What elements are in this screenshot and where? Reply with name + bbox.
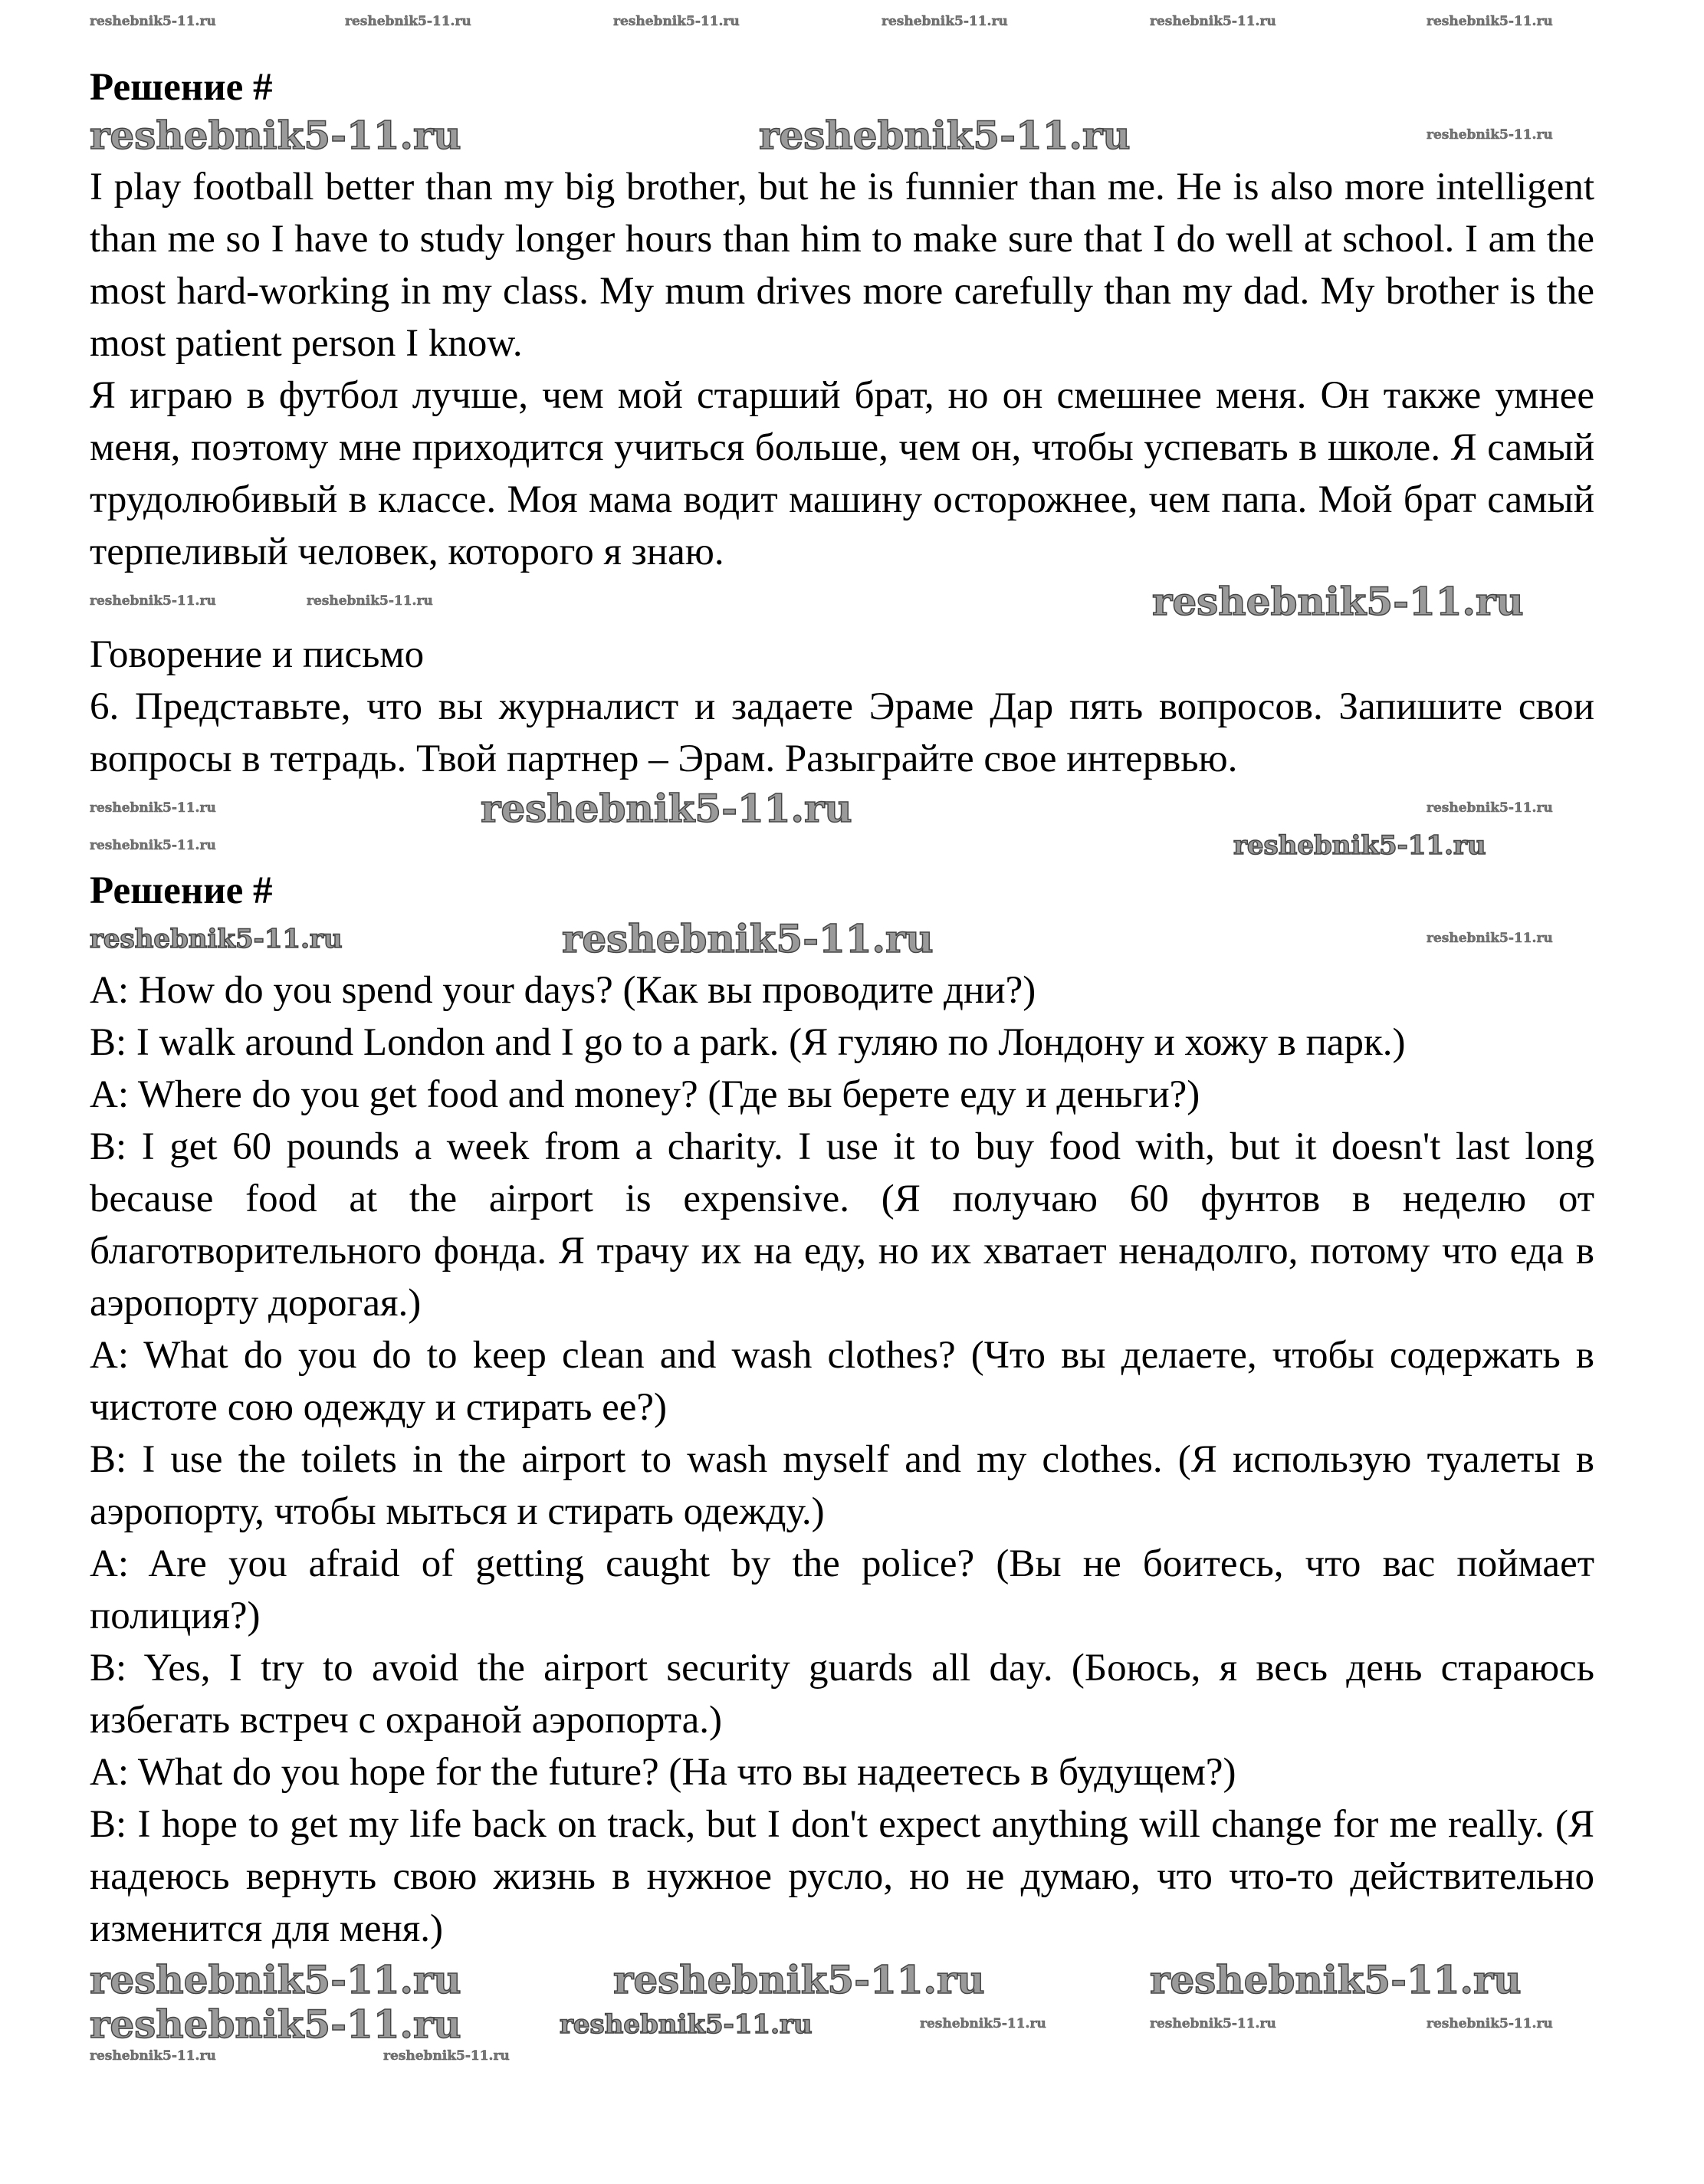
watermark: reshebnik5-11.ru <box>1150 2016 1276 2031</box>
dialogue <box>90 964 1594 1955</box>
watermark: reshebnik5-11.ru <box>90 1957 461 2002</box>
watermark: reshebnik5-11.ru <box>90 2048 216 2064</box>
watermark: reshebnik5-11.ru <box>560 2009 813 2040</box>
section1-heading: Решение # <box>90 66 273 109</box>
task-title: Говорение и письмо <box>90 633 425 676</box>
dialogue-line: B: I walk around London and I go to a park. (Я гуляю по Лондону и хожу в парк.) <box>90 1021 1406 1064</box>
watermark: reshebnik5-11.ru <box>345 14 471 29</box>
english-paragraph: I play football better than my big brother, but he is funnier than me. He is also more intelligent than me so I have to study longer hours than him to make sure that I do well at school. I am the most hard-working in my class. My mum drives more carefully than my dad. My brother is the most patient person I know. <box>90 166 1594 365</box>
watermark-row <box>0 830 1704 862</box>
dialogue-line: A: What do you do to keep clean and wash clothes? (Что вы делаете, чтобы содержать в чистоте сою одежду и стирать ее?) <box>90 1334 1594 1429</box>
watermark: reshebnik5-11.ru <box>1427 931 1553 946</box>
watermark: reshebnik5-11.ru <box>90 593 216 609</box>
watermark: reshebnik5-11.ru <box>90 838 216 853</box>
task-text: 6. Представьте, что вы журналист и задаете Эраме Дар пять вопросов. Запишите свои вопросы в тетрадь. Твой партнер – Эрам. Разыграйте свое интервью. <box>90 685 1594 780</box>
watermark: reshebnik5-11.ru <box>90 2002 461 2047</box>
watermark: reshebnik5-11.ru <box>759 113 1131 158</box>
watermark: reshebnik5-11.ru <box>1152 579 1524 624</box>
watermark-row <box>0 113 1704 158</box>
watermark: reshebnik5-11.ru <box>1427 127 1553 143</box>
watermark-row <box>0 2002 1704 2047</box>
dialogue-line: B: Yes, I try to avoid the airport security guards all day. (Боюсь, я весь день стараюсь избегать встреч с охраной аэропорта.) <box>90 1647 1594 1742</box>
watermark: reshebnik5-11.ru <box>1150 14 1276 29</box>
task-block <box>90 629 1594 785</box>
watermark: reshebnik5-11.ru <box>1150 1957 1522 2002</box>
dialogue-line: B: I get 60 pounds a week from a charity. I use it to buy food with, but it doesn't last long because food at the airport is expensive. (Я получаю 60 фунтов в неделю от благотворительного фонда. Я трачу их на еду, но их хватает ненадолго, потому что еда в аэропорту дорогая.) <box>90 1125 1594 1325</box>
watermark-row <box>0 916 1704 961</box>
watermark: reshebnik5-11.ru <box>1427 2016 1553 2031</box>
watermark: reshebnik5-11.ru <box>481 786 852 831</box>
watermark-row <box>0 1957 1704 2002</box>
watermark: reshebnik5-11.ru <box>90 800 216 816</box>
dialogue-line: A: Where do you get food and money? (Где вы берете еду и деньги?) <box>90 1073 1200 1116</box>
watermark: reshebnik5-11.ru <box>1427 14 1553 29</box>
watermark-row <box>0 2050 1704 2065</box>
watermark: reshebnik5-11.ru <box>562 916 934 961</box>
dialogue-line: B: I hope to get my life back on track, but I don't expect anything will change for me really. (Я надеюсь вернуть свою жизнь в нужное русло, но не думаю, что что-то действительно изменится для меня.) <box>90 1803 1594 1950</box>
watermark: reshebnik5-11.ru <box>90 14 216 29</box>
watermark: reshebnik5-11.ru <box>383 2048 510 2064</box>
watermark: reshebnik5-11.ru <box>882 14 1008 29</box>
watermark: reshebnik5-11.ru <box>1233 830 1486 861</box>
watermark: reshebnik5-11.ru <box>920 2016 1046 2031</box>
watermark: reshebnik5-11.ru <box>613 14 740 29</box>
watermark-row <box>0 15 1704 31</box>
watermark: reshebnik5-11.ru <box>613 1957 985 2002</box>
russian-paragraph: Я играю в футбол лучше, чем мой старший брат, но он смешнее меня. Он также умнее меня, поэтому мне приходится учиться больше, чем он, чтобы успевать в школе. Я самый трудолюбивый в классе. Моя мама водит машину осторожнее, чем папа. Мой брат самый терпеливый человек, которого я знаю. <box>90 374 1594 573</box>
dialogue-line: A: What do you hope for the future? (На что вы надеетесь в будущем?) <box>90 1751 1236 1794</box>
section1-text <box>90 161 1594 578</box>
watermark-row <box>0 786 1704 831</box>
watermark: reshebnik5-11.ru <box>307 593 433 609</box>
dialogue-line: A: Are you afraid of getting caught by the police? (Вы не боитесь, что вас поймает полиция?) <box>90 1542 1594 1637</box>
watermark: reshebnik5-11.ru <box>90 924 343 954</box>
section2-heading: Решение # <box>90 869 273 912</box>
dialogue-line: A: How do you spend your days? (Как вы проводите дни?) <box>90 969 1036 1012</box>
watermark: reshebnik5-11.ru <box>1427 800 1553 816</box>
watermark-row <box>0 579 1704 624</box>
watermark: reshebnik5-11.ru <box>90 113 461 158</box>
dialogue-line: B: I use the toilets in the airport to wash myself and my clothes. (Я использую туалеты в аэропорту, чтобы мыться и стирать одежду.) <box>90 1438 1594 1533</box>
